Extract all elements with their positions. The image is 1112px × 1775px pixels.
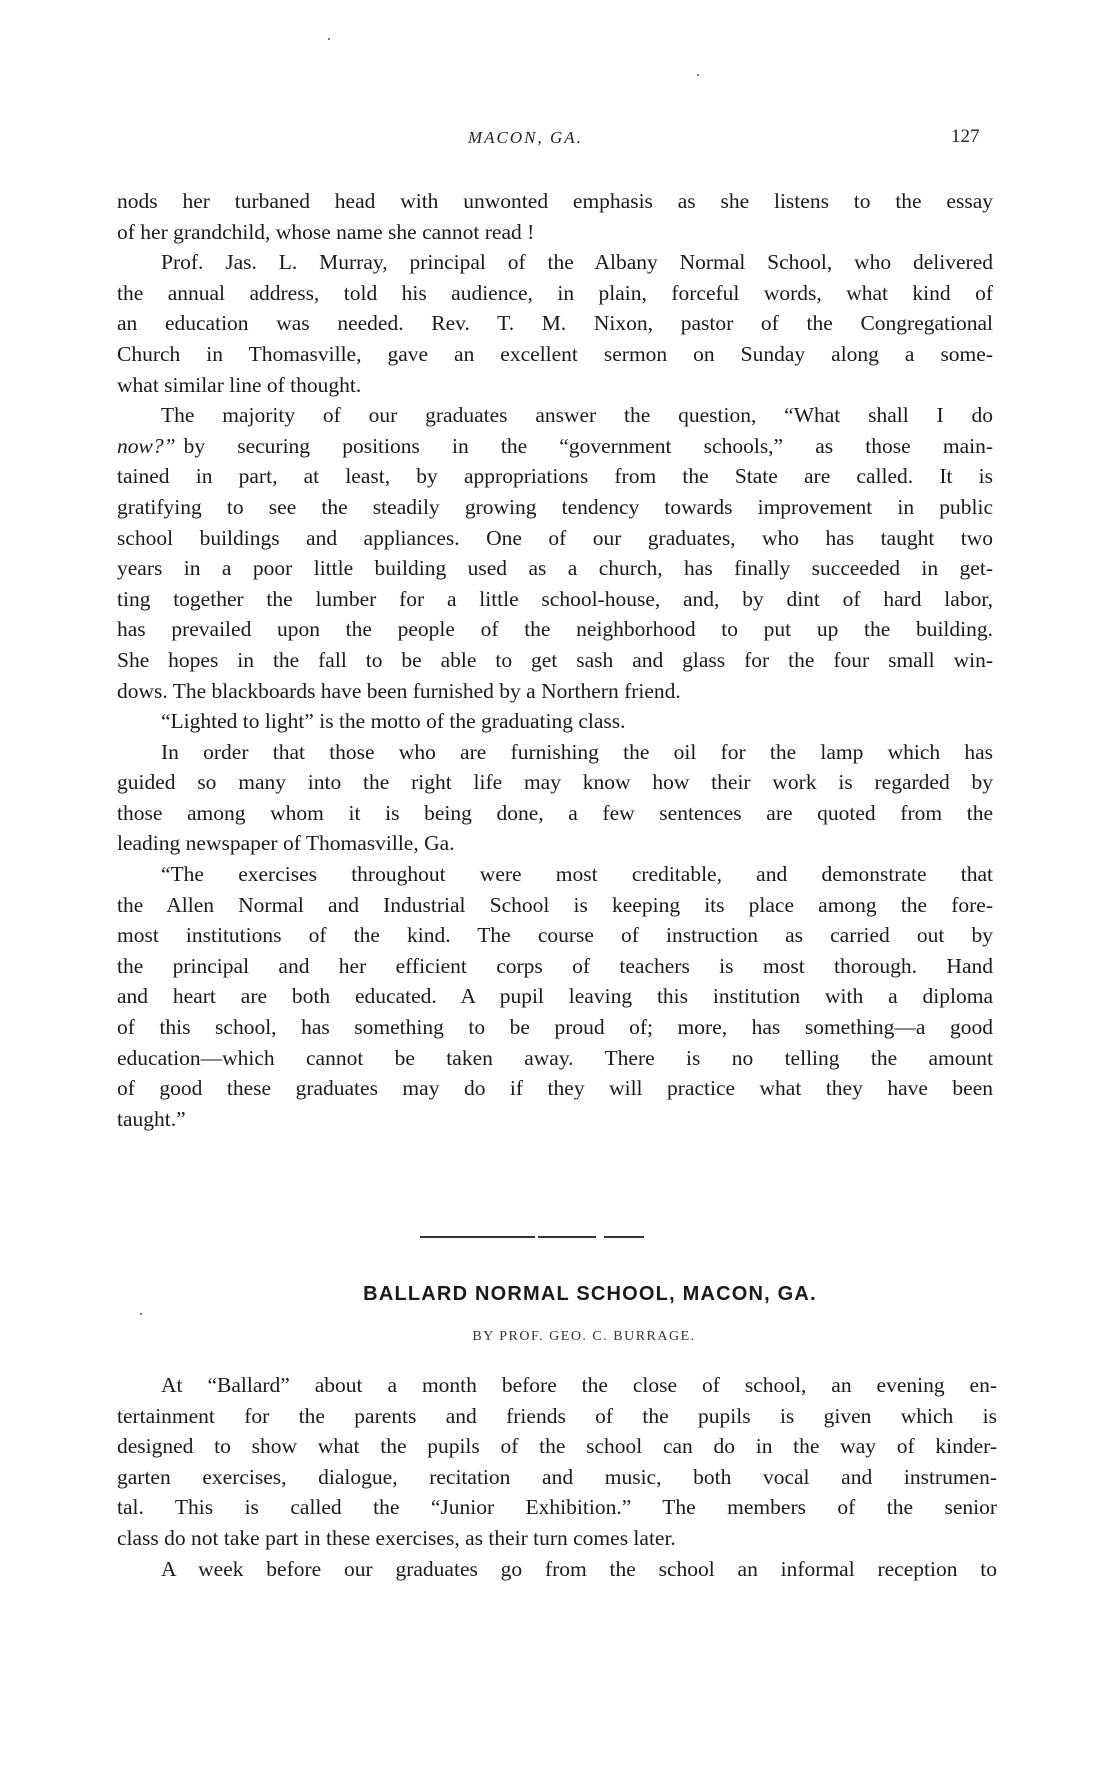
text-line: of her grandchild, whose name she cannot read ! [117, 219, 535, 244]
divider-segment [420, 1236, 535, 1238]
text-line: education—which cannot be taken away. There is no telling the amount [117, 1045, 993, 1070]
text-line: gratifying to see the steadily growing tendency towards improvement in public [117, 494, 993, 519]
text-line: the Allen Normal and Industrial School is keeping its place among the fore- [117, 892, 993, 917]
text-line: “The exercises throughout were most creditable, and demonstrate that [161, 862, 993, 887]
text-line: nods her turbaned head with unwonted emphasis as she listens to the essay [117, 189, 993, 213]
text-line: of good these graduates may do if they will practice what they have been [117, 1076, 993, 1101]
text-line: Church in Thomasville, gave an excellent sermon on Sunday along a some- [117, 341, 993, 366]
text-line: tal. This is called the “Junior Exhibition.” The members of the senior [117, 1495, 997, 1520]
scan-speck [328, 38, 330, 40]
running-head: MACON, GA. [468, 128, 583, 147]
text-line: garten exercises, dialogue, recitation and music, both vocal and instrumen- [117, 1464, 997, 1489]
text-line: The majority of our graduates answer the question, “What shall I do [161, 403, 993, 428]
page-number: 127 [951, 126, 980, 147]
article-text [117, 1370, 997, 1584]
text-line: years in a poor little building used as a church, has finally succeeded in get- [117, 556, 993, 581]
text-line: class do not take part in these exercises, as their turn comes later. [117, 1525, 676, 1550]
text-line: of this school, has something to be proud of; more, has something—a good [117, 1015, 993, 1040]
text-line: tertainment for the parents and friends of the pupils is given which is [117, 1403, 997, 1428]
scan-speck [140, 1313, 142, 1315]
previous-article-text [117, 186, 993, 1134]
text-line: She hopes in the fall to be able to get sash and glass for the four small win- [117, 647, 993, 672]
divider-segment [604, 1236, 644, 1238]
text-line: ting together the lumber for a little school-house, and, by dint of hard labor, [117, 586, 993, 611]
text-line: and heart are both educated. A pupil leaving this institution with a diploma [117, 984, 993, 1009]
text-line: Prof. Jas. L. Murray, principal of the Albany Normal School, who delivered [161, 250, 993, 275]
italic-word: now?” [117, 433, 176, 458]
text-line: A week before our graduates go from the school an informal reception to [161, 1556, 997, 1581]
text-line-rest: by securing positions in the “government schools,” as those main- [183, 433, 993, 458]
text-line: those among whom it is being done, a few sentences are quoted from the [117, 800, 993, 825]
text-line: the principal and her efficient corps of teachers is most thorough. Hand [117, 953, 993, 978]
text-line: school buildings and appliances. One of our graduates, who has taught two [117, 525, 993, 550]
text-line: “Lighted to light” is the motto of the graduating class. [161, 709, 626, 734]
text-line: most institutions of the kind. The course of instruction as carried out by [117, 923, 993, 948]
text-line: tained in part, at least, by appropriations from the State are called. It is [117, 464, 993, 489]
text-line: the annual address, told his audience, in plain, forceful words, what kind of [117, 280, 993, 305]
section-divider [420, 1236, 690, 1238]
text-line: taught.” [117, 1106, 186, 1131]
text-line: what similar line of thought. [117, 372, 362, 397]
text-line: designed to show what the pupils of the school can do in the way of kinder- [117, 1434, 997, 1459]
scan-speck [697, 74, 699, 76]
article-title: BALLARD NORMAL SCHOOL, MACON, GA. [363, 1283, 817, 1305]
text-line: leading newspaper of Thomasville, Ga. [117, 831, 455, 856]
text-line: In order that those who are furnishing the oil for the lamp which has [161, 739, 993, 764]
text-line: an education was needed. Rev. T. M. Nixon, pastor of the Congregational [117, 311, 993, 336]
text-line: has prevailed upon the people of the neighborhood to put up the building. [117, 617, 993, 642]
divider-segment [538, 1236, 596, 1238]
text-line: guided so many into the right life may know how their work is regarded by [117, 770, 993, 795]
text-line: dows. The blackboards have been furnished by a Northern friend. [117, 678, 681, 703]
article-byline: BY PROF. GEO. C. BURRAGE. [472, 1329, 696, 1344]
text-line: At “Ballard” about a month before the close of school, an evening en- [161, 1373, 997, 1397]
text-line [117, 431, 993, 462]
